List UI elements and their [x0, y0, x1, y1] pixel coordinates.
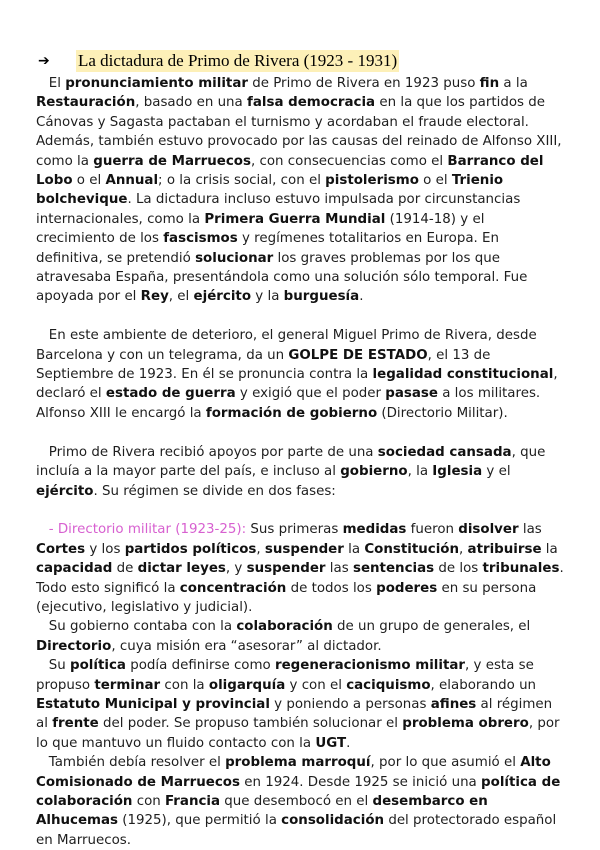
bold-term: formación de gobierno — [205, 405, 378, 421]
text-run: los graves problemas por los que atravesaba España, presentándola como una solución sólo temporal. Fue apoyada por el — [36, 250, 528, 305]
text-run: de un grupo de generales, el — [332, 619, 531, 635]
bold-term: fascismos — [163, 231, 238, 247]
text-run: Su gobierno contaba con la — [36, 619, 237, 635]
text-run: la — [343, 541, 365, 557]
phase-label: - Directorio militar (1923-25): — [36, 522, 247, 538]
bold-term: capacidad — [36, 561, 113, 577]
text-run: . La dictadura incluso estuvo impulsada por circunstancias internacionales, como la — [36, 192, 521, 227]
bold-term: sentencias — [352, 561, 435, 577]
bold-term: burguesía — [283, 289, 360, 305]
section-title: La dictadura de Primo de Rivera (1923 - 1931) — [78, 51, 398, 70]
text-run: , — [256, 541, 265, 557]
text-run: con — [132, 793, 166, 809]
text-run: en la que los partidos de Cánovas y Sagasta pactaban el turnismo y acordaban el fraude electoral. Además, también estuvo provocado por las causas del reinado de Alfonso XIII, como la — [36, 95, 562, 169]
bold-term: Constitución — [364, 541, 460, 557]
text-run: . — [346, 735, 351, 751]
bold-term: Directorio — [36, 638, 112, 654]
text-run: , y — [225, 561, 247, 577]
text-run: , con consecuencias como el — [250, 153, 448, 169]
text-run: y poniendo a personas — [269, 696, 431, 712]
text-run: de todos los — [286, 580, 377, 596]
bold-term: Cortes — [36, 541, 86, 557]
bold-term: falsa democracia — [247, 95, 376, 111]
text-run: o el — [72, 173, 106, 189]
bold-term: tribunales — [482, 561, 560, 577]
text-run: El — [36, 76, 66, 91]
bold-term: Francia — [165, 793, 221, 809]
bold-term: estado de guerra — [105, 386, 236, 402]
text-run: a los militares. Alfonso XIII le encargó la — [36, 386, 541, 421]
bold-term: caciquismo — [346, 677, 431, 693]
bold-term: pistolerismo — [325, 173, 419, 189]
text-run: al régimen al — [36, 696, 553, 732]
text-run: Sus primeras — [246, 522, 343, 538]
text-run: , por lo que asumió el — [370, 755, 521, 771]
bold-term: oligarquía — [208, 677, 286, 693]
bold-term: regeneracionismo militar — [275, 658, 466, 674]
text-run: de los — [434, 561, 483, 577]
bold-term: GOLPE DE ESTADO — [288, 347, 428, 363]
bold-term: ejército — [36, 483, 94, 499]
text-run: ; o la crisis social, con el — [158, 173, 326, 189]
text-run: o el — [418, 173, 452, 189]
bold-term: partidos políticos — [124, 541, 257, 557]
text-run: podía definirse como — [125, 658, 275, 674]
paragraph — [36, 617, 564, 656]
bold-term: Annual — [105, 173, 159, 189]
bold-term: sociedad cansada — [377, 444, 512, 460]
text-run: y los — [85, 541, 125, 557]
bold-term: atribuirse — [467, 541, 542, 557]
paragraph — [36, 520, 564, 617]
text-run: de — [112, 561, 138, 577]
text-run: . — [359, 289, 364, 305]
text-run: las — [325, 561, 353, 577]
paragraph-spacer — [36, 423, 564, 442]
text-run: del poder. Se propuso también solucionar el — [98, 716, 403, 732]
text-run: Su — [36, 658, 71, 674]
text-run: a la — [499, 76, 528, 91]
text-run: Primo de Rivera recibió apoyos por parte de una — [36, 444, 378, 460]
bold-term: afines — [430, 696, 477, 712]
bold-term: desembarco en Alhucemas — [36, 793, 488, 829]
text-run: y exigió que el poder — [235, 386, 386, 402]
text-run: En este ambiente de deterioro, el general Miguel Primo de Rivera, desde Barcelona y con un telegrama, da un — [36, 328, 537, 363]
bold-term: política de colaboración — [36, 774, 561, 809]
paragraph-spacer — [36, 307, 564, 326]
bold-term: colaboración — [236, 619, 333, 635]
text-run: , el — [168, 289, 194, 305]
bold-term: ejército — [193, 289, 252, 305]
text-run: (1914-18) y el crecimiento de los — [36, 211, 485, 247]
arrow-icon: ➔ — [38, 53, 50, 69]
text-run: (Directorio Militar). — [377, 405, 508, 421]
text-run: y regímenes totalitarios en Europa. En definitiva, se pretendió — [36, 231, 499, 266]
text-run: , elaborando un — [430, 677, 537, 693]
bold-term: guerra de Marruecos — [93, 153, 251, 169]
text-run: fueron — [406, 522, 459, 538]
text-run: con la — [160, 677, 209, 693]
bold-term: legalidad constitucional — [372, 367, 554, 383]
bold-term: suspender — [246, 561, 326, 577]
text-run: , por lo que mantuvo un fluido contacto con la — [36, 716, 560, 751]
bold-term: problema marroquí — [225, 755, 371, 771]
bold-term: medidas — [342, 522, 407, 538]
bold-term: Alto Comisionado de Marruecos — [36, 755, 551, 790]
paragraph — [36, 753, 564, 850]
bold-term: fin — [479, 76, 500, 91]
bold-term: solucionar — [195, 250, 274, 266]
text-run: y el — [482, 464, 511, 480]
bold-term: pronunciamiento militar — [65, 76, 248, 91]
paragraph — [36, 326, 564, 423]
text-run: , — [459, 541, 468, 557]
bold-term: disolver — [458, 522, 519, 538]
text-run: y con el — [285, 677, 347, 693]
text-run: . Su régimen se divide en dos fases: — [93, 483, 336, 499]
bold-term: consolidación — [281, 813, 385, 829]
text-run: que desembocó en el — [220, 793, 373, 809]
paragraph — [36, 443, 564, 501]
bold-term: concentración — [179, 580, 287, 596]
text-run: , cuya misión era “asesorar” al dictador. — [111, 638, 382, 654]
text-run: , y esta se propuso — [36, 658, 534, 693]
bold-term: problema obrero — [402, 716, 529, 732]
text-run: en 1924. Desde 1925 se inició una — [239, 774, 482, 790]
text-run: del protectorado español en Marruecos. — [36, 813, 557, 848]
paragraph-spacer — [36, 501, 564, 520]
bold-term: Restauración — [36, 95, 136, 111]
bold-term: Barranco del Lobo — [36, 153, 544, 189]
bold-term: Trienio bolchevique — [36, 173, 504, 208]
bold-term: gobierno — [340, 464, 408, 480]
text-run: , que incluía a la mayor parte del país, e incluso al — [36, 444, 546, 480]
text-run: , la — [407, 464, 433, 480]
paragraph — [36, 74, 564, 307]
text-run: la — [541, 541, 558, 557]
bold-term: política — [70, 658, 126, 674]
text-run: y la — [251, 289, 284, 305]
text-run: , el 13 de Septiembre de 1923. En él se pronuncia contra la — [36, 347, 491, 383]
bold-term: Estatuto Municipal y provincial — [36, 696, 270, 712]
text-run: las — [518, 522, 542, 538]
text-run: de Primo de Rivera en 1923 puso — [247, 76, 480, 91]
text-run: También debía resolver el — [36, 755, 226, 771]
bold-term: pasase — [385, 386, 438, 402]
bold-term: dictar leyes — [137, 561, 226, 577]
bold-term: UGT — [315, 735, 347, 751]
text-run: , basado en una — [135, 95, 248, 111]
text-run: . Todo esto significó la — [36, 561, 564, 596]
bold-term: poderes — [376, 580, 438, 596]
bold-term: Iglesia — [432, 464, 483, 480]
section-heading — [38, 50, 399, 72]
text-run: , declaró el — [36, 367, 558, 402]
bold-term: Primera Guerra Mundial — [204, 211, 386, 227]
bold-term: terminar — [94, 677, 161, 693]
bold-term: Rey — [140, 289, 169, 305]
bold-term: frente — [52, 716, 99, 732]
paragraph — [36, 656, 564, 753]
document-body — [36, 74, 564, 850]
text-run: (1925), que permitió la — [118, 813, 282, 829]
text-run: en su persona (ejecutivo, legislativo y judicial). — [36, 580, 537, 615]
bold-term: suspender — [264, 541, 344, 557]
